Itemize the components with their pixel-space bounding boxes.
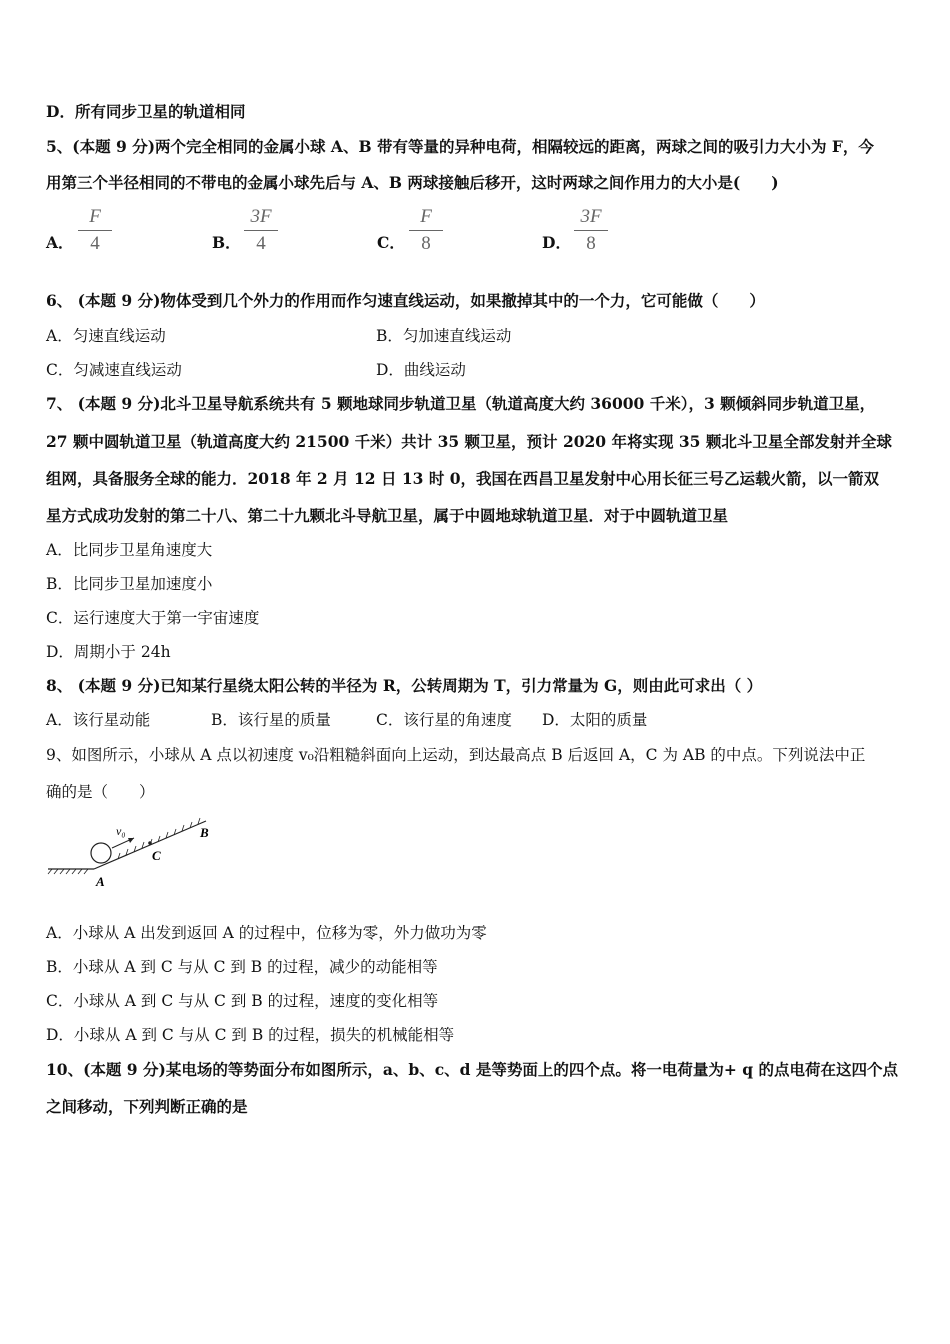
fraction-numerator: F <box>420 206 432 227</box>
q8-option-a: A．该行星动能 <box>46 711 151 729</box>
q7-option-b: B．比同步卫星加速度小 <box>46 575 213 593</box>
q7-text-line-2: 27 颗中圆轨道卫星（轨道高度大约 21500 千米）共计 35 颗卫星，预计 2020 年将实现 35 颗北斗卫星全部发射并全球 <box>46 432 892 451</box>
q7-text-line-3: 组网，具备服务全球的能力．2018 年 2 月 12 日 13 时 0，我国在西昌卫星发射中心用长征三号乙运载火箭，以一箭双 <box>46 469 880 488</box>
option-label: B． <box>212 233 241 252</box>
fraction-denominator: 8 <box>586 233 596 254</box>
q7-option-d: D．周期小于 24h <box>46 643 171 661</box>
fraction <box>574 205 608 256</box>
q9-option-d: D．小球从 A 到 C 与从 C 到 B 的过程，损失的机械能相等 <box>46 1026 455 1044</box>
q9-option-b: B．小球从 A 到 C 与从 C 到 B 的过程，减少的动能相等 <box>46 958 438 976</box>
q8-option-b: B．该行星的质量 <box>211 711 331 729</box>
q6-option-b: B．匀加速直线运动 <box>376 327 512 345</box>
q7-option-a: A．比同步卫星角速度大 <box>46 541 213 559</box>
fraction <box>409 205 443 256</box>
fraction <box>244 205 278 256</box>
q6-text: 6、 (本题 9 分)物体受到几个外力的作用而作匀速直线运动，如果撤掉其中的一个力，它可能做（ ） <box>46 291 765 310</box>
fraction-numerator: 3F <box>580 206 602 227</box>
q6-option-a: A．匀速直线运动 <box>46 327 166 345</box>
q6-option-d: D．曲线运动 <box>376 361 466 379</box>
q9-option-c: C．小球从 A 到 C 与从 C 到 B 的过程，速度的变化相等 <box>46 992 439 1010</box>
option-label: A． <box>46 233 74 252</box>
fraction-denominator: 8 <box>421 233 431 254</box>
q5-text-line-1: 5、(本题 9 分)两个完全相同的金属小球 A、B 带有等量的异种电荷，相隔较远的距离，两球之间的吸引力大小为 F，今 <box>46 137 874 156</box>
q8-option-c: C．该行星的角速度 <box>376 711 512 729</box>
q6-option-c: C．匀减速直线运动 <box>46 361 182 379</box>
q10-text-line-2: 之间移动，下列判断正确的是 <box>46 1097 248 1116</box>
q8-option-d: D．太阳的质量 <box>542 711 648 729</box>
option-label: C． <box>377 233 405 252</box>
fraction <box>78 205 112 256</box>
label-c: C <box>152 848 161 863</box>
fraction-numerator: F <box>89 206 101 227</box>
ground-hatching <box>48 869 88 874</box>
label-a: A <box>96 874 105 889</box>
label-b: B <box>200 825 209 840</box>
ball <box>91 843 111 863</box>
q7-option-c: C．运行速度大于第一宇宙速度 <box>46 609 260 627</box>
q9-option-a: A．小球从 A 出发到返回 A 的过程中，位移为零，外力做功为零 <box>46 924 487 942</box>
fraction-numerator: 3F <box>250 206 272 227</box>
q7-text-line-1: 7、 (本题 9 分)北斗卫星导航系统共有 5 颗地球同步轨道卫星（轨道高度大约 36000 千米），3 颗倾斜同步轨道卫星， <box>46 394 876 413</box>
q8-text: 8、 (本题 9 分)已知某行星绕太阳公转的半径为 R，公转周期为 T，引力常量为 G，则由此可求出（ ） <box>46 676 763 695</box>
incline-figure <box>44 815 224 895</box>
q5-options <box>46 205 746 265</box>
q7-text-line-4: 星方式成功发射的第二十八、第二十九颗北斗导航卫星，属于中圆地球轨道卫星．对于中圆轨道卫星 <box>46 506 729 525</box>
q10-text-line-1: 10、(本题 9 分)某电场的等势面分布如图所示，a、b、c、d 是等势面上的四个点。将一电荷量为+ q 的点电荷在这四个点 <box>46 1060 898 1079</box>
fraction-denominator: 4 <box>256 233 266 254</box>
q9-text-line-2: 确的是（ ） <box>46 783 155 801</box>
q9-text-line-1: 9、如图所示，小球从 A 点以初速度 v₀沿粗糙斜面向上运动，到达最高点 B 后返回 A，C 为 AB 的中点。下列说法中正 <box>46 746 866 764</box>
fraction-denominator: 4 <box>90 233 100 254</box>
q5-text-line-2: 用第三个半径相同的不带电的金属小球先后与 A、B 两球接触后移开，这时两球之间作用力的大小是( ) <box>46 173 779 192</box>
point-c-dot <box>148 841 152 845</box>
q4-option-d: D．所有同步卫星的轨道相同 <box>46 102 246 121</box>
option-label: D． <box>542 233 571 252</box>
label-v0: v₀ <box>116 824 126 838</box>
